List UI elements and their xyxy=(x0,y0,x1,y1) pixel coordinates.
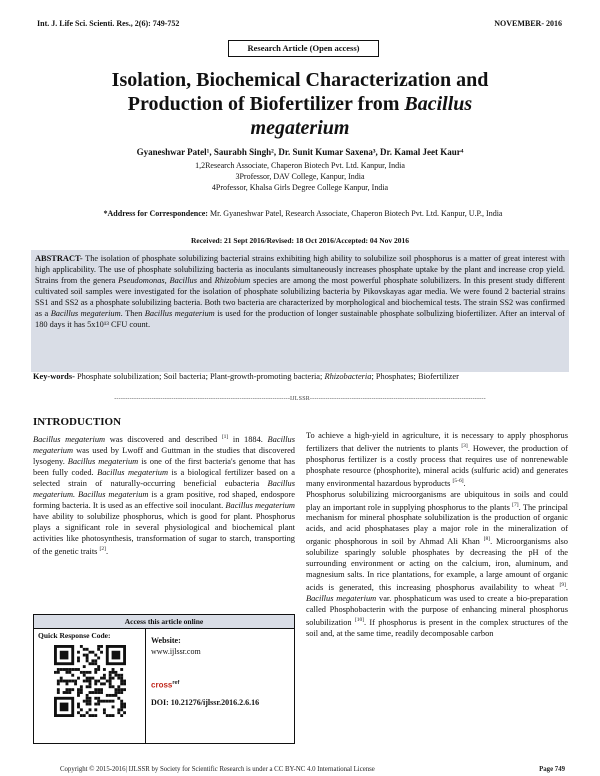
intro-text-run: is one of the first bacteria's genome that has been fully coded. xyxy=(33,456,295,477)
correspondence-label: *Address for Correspondence: xyxy=(103,209,208,218)
affiliation-3: 4Professor, Khalsa Girls Degree College Kanpur, India xyxy=(211,183,389,192)
qr-code-icon[interactable] xyxy=(54,645,126,717)
intro-text-run: in 1884. xyxy=(228,434,268,444)
abstract-text-2: and xyxy=(196,276,215,285)
title-line-2 xyxy=(40,92,560,116)
keywords-text-1: Phosphate solubilization; Soil bacteria; Plant-growth-promoting bacteria; xyxy=(74,372,325,381)
citation-ref[interactable]: [8] xyxy=(483,536,491,543)
intro-text-run: was used by Lwoff and Guttman in the studies that discovered lysogeny. xyxy=(33,445,295,466)
intro-text-run: Bacillus megaterium xyxy=(67,456,139,466)
crossref-ref: ref xyxy=(172,680,180,686)
citation-ref[interactable]: [5-6] xyxy=(452,477,464,484)
section-divider: --------------------------------------------------------------------------------IJLSSR-------------------------------------------------------------------------------- xyxy=(114,396,486,402)
abstract-text-4: . Then xyxy=(120,309,145,318)
journal-citation: Int. J. Life Sci. Scienti. Res., 2(6): 749-752 xyxy=(37,19,180,28)
citation-ref[interactable]: [2] xyxy=(99,545,106,552)
title-line-3 xyxy=(40,116,560,140)
title-genus-species: megaterium xyxy=(250,117,350,139)
website-label: Website: xyxy=(151,636,181,645)
keywords-label: Key-words- xyxy=(33,372,75,381)
intro-text-run: was discovered and described xyxy=(105,434,222,444)
title-line-1: Isolation, Biochemical Characterization and xyxy=(111,69,489,91)
abstract-genus-2: Rhizobium xyxy=(214,276,251,285)
keywords xyxy=(33,371,567,382)
page-footer xyxy=(60,766,565,773)
doi-link[interactable]: DOI: 10.21276/ijlssr.2016.2.6.16 xyxy=(151,698,260,707)
article-type-badge: Research Article (Open access) xyxy=(228,40,379,57)
citation-ref[interactable]: [7] xyxy=(512,501,519,508)
intro-text-run: . However, the production of phosphorus fertilizer is a costly process that requires use of nonrenewable phosphate resource (phosphorite), mineral acids (sulfuric acid) and generates many environmental hazardous byproducts xyxy=(306,443,568,488)
qr-label: Quick Response Code: xyxy=(38,631,111,640)
submission-dates: Received: 21 Sept 2016/Revised: 18 Oct 2016/Accepted: 04 Nov 2016 xyxy=(190,236,410,245)
intro-text-run: is a gram positive, rod shaped, endospore forming bacteria. It is used as an effective soil inoculant. xyxy=(33,489,295,510)
title-line-2b: Bacillus xyxy=(404,93,473,115)
citation-ref[interactable]: [9] xyxy=(559,582,566,589)
affiliation-2: 3Professor, DAV College, Kanpur, India xyxy=(235,172,365,181)
citation-ref[interactable]: [3] xyxy=(461,443,468,449)
paper-title xyxy=(40,68,560,140)
intro-text-run: . xyxy=(565,582,568,592)
abstract-genus-4: Bacillus megaterium xyxy=(144,309,215,318)
title-line-2a: Production of Biofertilizer from xyxy=(127,93,405,115)
intro-left-column xyxy=(33,432,295,557)
website-link[interactable]: www.ijlssr.com xyxy=(151,647,201,656)
intro-text-run: . Microorganisms also solubilize sparingly soluble phosphates by decreasing the pH of the surrounding environment or acting on the calcium, iron, aluminum, and magnesium salts. In rice plantations, for example, a large amount of organic acids is generated, this increasing phosphorus availability to wheat xyxy=(306,537,568,592)
intro-text-run: Bacillus megaterium. xyxy=(33,478,295,499)
intro-text-run: . xyxy=(105,546,109,556)
citation-ref[interactable]: [1] xyxy=(221,434,229,440)
crossref-logo[interactable] xyxy=(151,680,179,690)
intro-text-run: . The principal mechanism for mineral phosphate solubilization is the production of organic acids, and acid phosphatases play a major role in the mineralization of organic phosphorous in soil by Ahmad Ali Khan xyxy=(306,502,568,547)
intro-text-run: var. phosphaticum was used to create a bio-preparation called Phosphobacterin with the purpose of enhancing mineral phosphorus solubilization xyxy=(306,593,568,627)
intro-text-run: is a biological fertilizer based on a selected strain of naturally-occurring beneficial eubacteria xyxy=(33,467,295,488)
affiliation-1: 1,2Research Associate, Chaperon Biotech Pvt. Ltd. Kanpur, India xyxy=(195,161,405,170)
intro-text-run: Bacillus megaterium xyxy=(306,593,377,603)
correspondence-text: Mr. Gyaneshwar Patel, Research Associate, Chaperon Biotech Pvt. Ltd. Kanpur, U.P., India xyxy=(207,209,503,218)
citation-ref[interactable]: [10] xyxy=(354,616,365,623)
intro-text-run: Bacillus megaterium xyxy=(33,434,106,444)
qr-cell xyxy=(34,629,146,744)
access-article-box xyxy=(33,614,295,744)
intro-text-run: Bacillus megaterium xyxy=(33,434,295,455)
intro-text-run: Bacillus megaterium xyxy=(97,467,169,477)
abstract-box xyxy=(31,250,569,372)
intro-text-run: Bacillus megaterium xyxy=(225,500,295,510)
footer-license: Copyright © 2015-2016| IJLSSR by Society for Scientific Research is under a CC BY-NC 4.0 International License xyxy=(60,766,375,773)
intro-text-run: Bacillus megaterium xyxy=(78,489,149,499)
author-list: Gyaneshwar Patel¹, Saurabh Singh², Dr. Sunit Kumar Saxena³, Dr. Kamal Jeet Kaur⁴ xyxy=(136,147,464,157)
crossref-cross: cross xyxy=(151,680,173,690)
keywords-text-2: ; Phosphates; Biofertilizer xyxy=(371,372,459,381)
abstract-text-5: is used for the production of longer sustainable phosphate solbulizing biofertilizer. After an interval of 180 days it has 5x10¹³ CFU count. xyxy=(35,309,565,329)
intro-text-run: Phosphorus solubilizing microorganisms are ubiquitous in soils and could play an important role in supplying phosphorus to the plants xyxy=(306,489,568,512)
page-number: Page 749 xyxy=(539,766,565,773)
intro-right-column xyxy=(306,430,568,639)
access-heading: Access this article online xyxy=(34,615,294,629)
abstract-label: ABSTRACT- xyxy=(35,254,83,263)
abstract-text-1: The isolation of phosphate solubilizing bacterial strains exhibiting high ability to solubilize soil phosphorus is a matter of great interest with high applicability. The use of phosphate solubilizing bacteria as inoculants simultaneously increases phosphate uptake by the plant and increase crop yield. Strains from the genera xyxy=(35,254,565,285)
intro-text-run: To achieve a high-yield in agriculture, it is necessary to apply phosphorus fertilizers that deliver the nutrients to plants xyxy=(306,431,568,453)
correspondence-address xyxy=(48,209,558,220)
keywords-italic: Rhizobacteria xyxy=(324,372,372,381)
abstract-genus-1: Pseudomonas, Bacillus xyxy=(118,276,197,285)
introduction-heading: INTRODUCTION xyxy=(33,416,122,428)
website-block xyxy=(151,635,291,657)
abstract-genus-3: Bacillus megaterium xyxy=(50,309,121,318)
intro-text-run: have ability to solubilize phosphorus, which is good for plant. Phosphorus plays a significant role in several physiological and biochemical plant activities like photosynthesis, transformation of sugar to starch, transporting of the genetic traits xyxy=(33,511,295,556)
issue-date: NOVEMBER- 2016 xyxy=(494,19,562,28)
intro-text-run: . xyxy=(463,478,466,488)
intro-text-run: . If phosphorus is present in the complex structures of the soil and, at the same time, readily decomposable carbon xyxy=(306,617,569,638)
abstract-text-3: species are among the most powerful phosphate solubilizers. In this present study different cultivated soil samples were investigated for the isolation of phosphate solubilizing bacteria by Pikovskayas agar media. We were found 2 bacterial strains SS1 and SS2 as a phosphate solubilizing bacteria. Both two bacteria are characterized by morphological and biochemical tests. The strain SS2 was confirmed as a xyxy=(35,276,565,318)
